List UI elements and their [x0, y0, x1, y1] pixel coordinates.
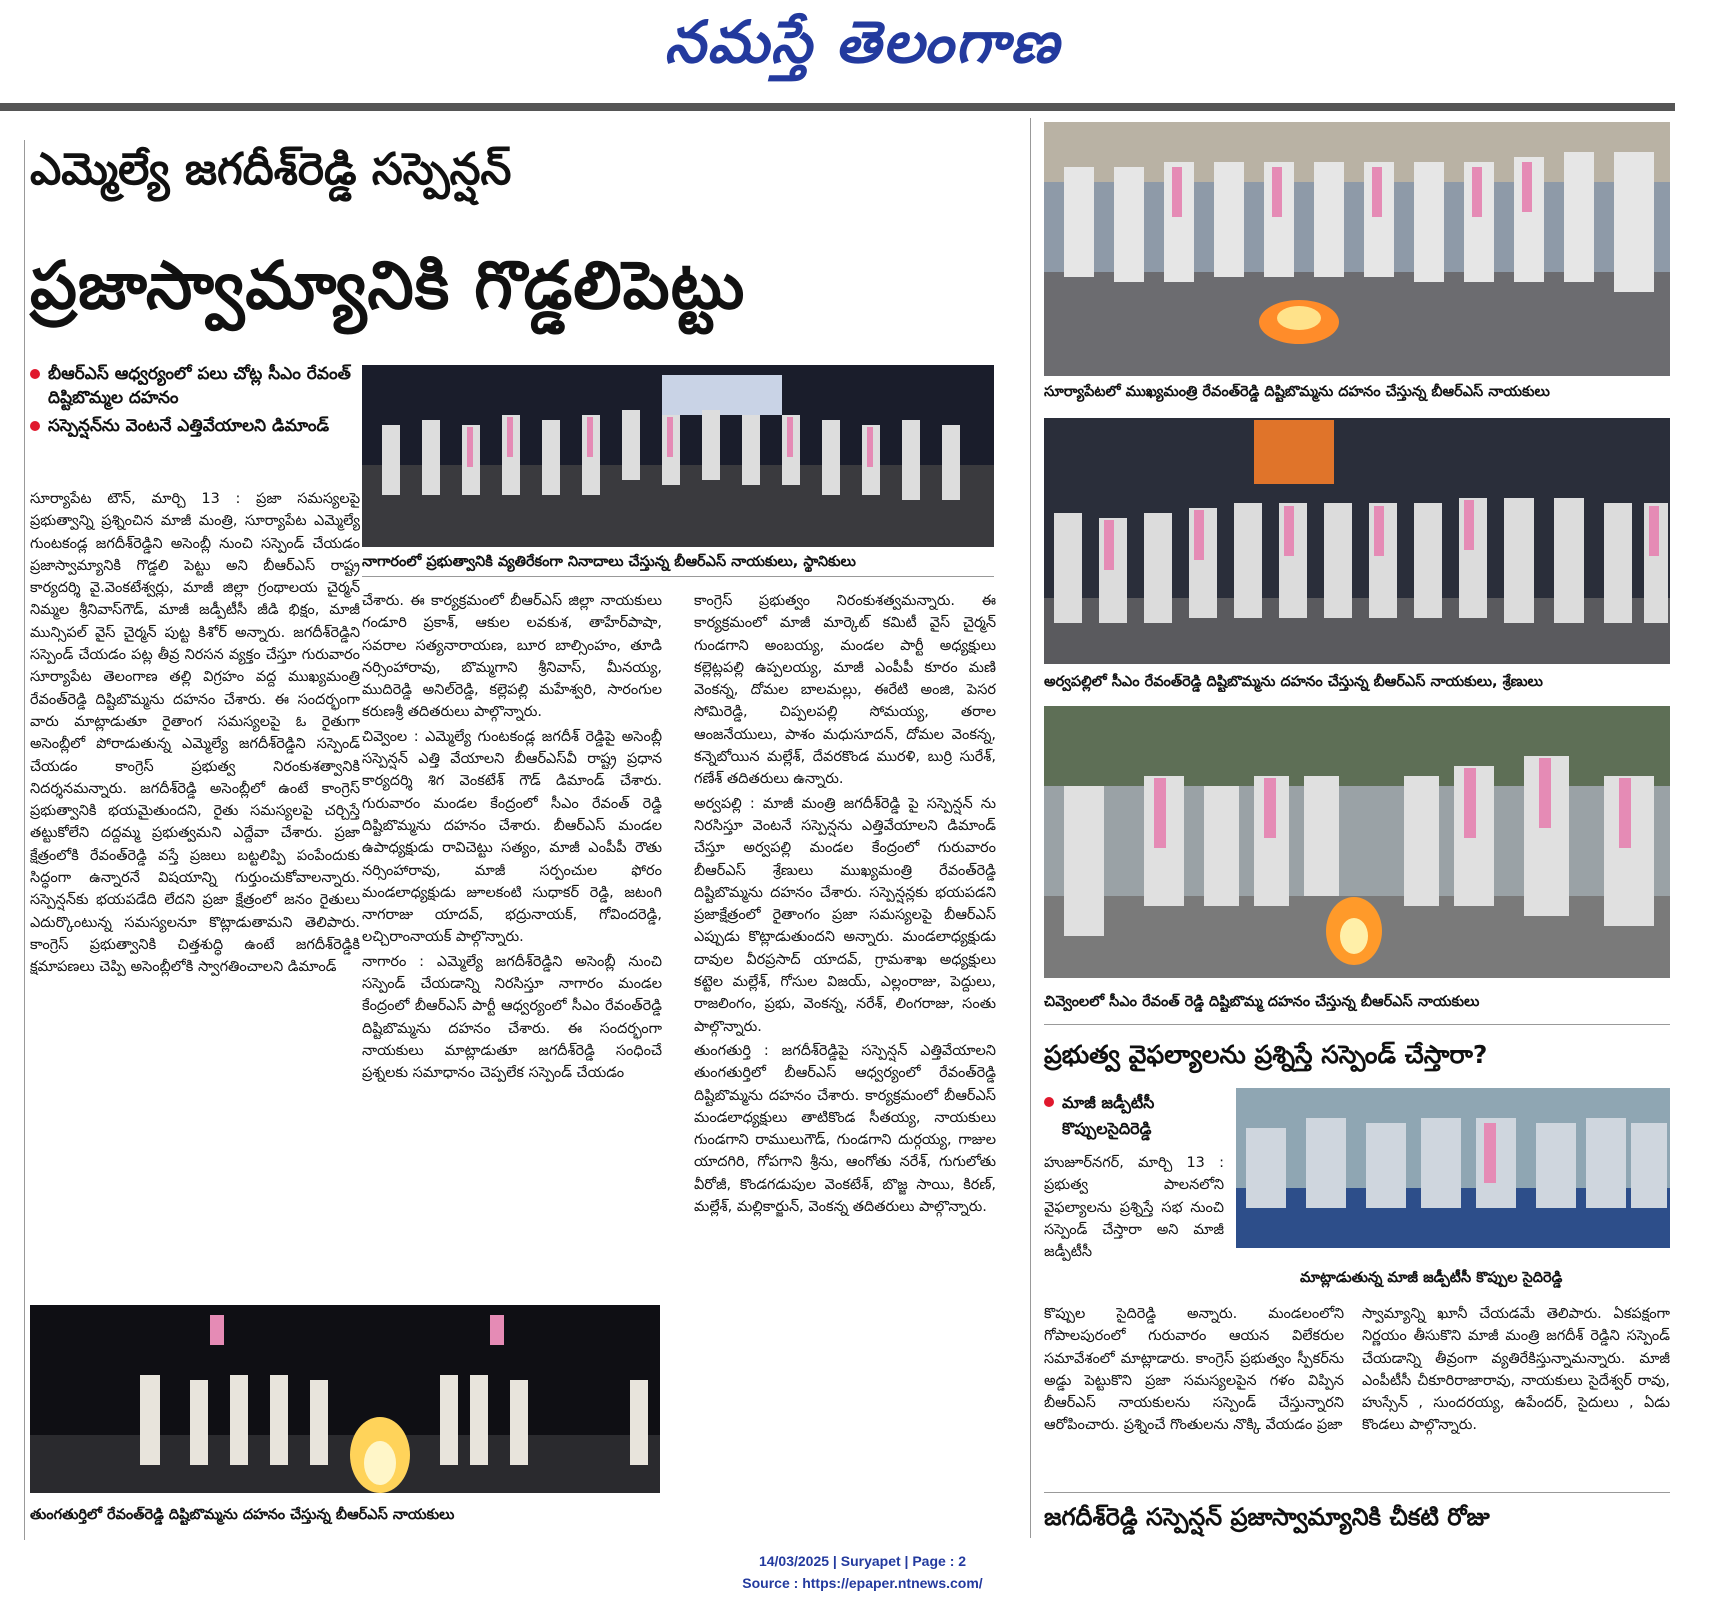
article-column-2: చేశారు. ఈ కార్యక్రమంలో బీఆర్‌ఎస్ జిల్లా నాయకులు గండూరి ప్రకాశ్, ఆకుల లవకుశ, తాహేర్‌పాషా, సవరాల సత్యనారాయణ, బూర బాల్సింహం, తూడి నర్సింహారావు, బొమ్మగాని శ్రీనివాస్, మీనయ్య, ముదిరెడ్డి అనిల్‌రెడ్డి, కల్లెపల్లి మహేశ్వరి, సారంగుల కరుణశ్రీ తదితరులు పాల్గొన్నారు. చివ్వెంల : ఎమ్మెల్యే గుంటకండ్ల జగదీశ్ రెడ్డిపై అసెంబ్లీ సస్పెన్షన్ ఎత్తి వేయాలని బీఆర్‌ఎస్‌వీ రాష్ట్ర ప్రధాన కార్యదర్శి శిగ వెంకటేశ్ గౌడ్ డిమాండ్ చేశారు. గురువారం మండల కేంద్రంలో సీఎం రేవంత్ రెడ్డి దిష్టిబొమ్మను దహనం చేశారు. బీఆర్‌ఎస్ మండల ఉపాధ్యక్షుడు రావిచెట్టు సత్యం, మాజీ ఎంపీపీ రౌతు నర్సింహారావు, మాజీ సర్పంచుల ఫోరం మండలాధ్యక్షుడు జూలకంటి సుధాకర్ రెడ్డి, జటంగి నాగరాజు యాదవ్, భద్రునాయక్, గోవిందరెడ్డి, లచ్చిరాంనాయక్ పాల్గొన్నారు. నాగారం : ఎమ్మెల్యే జగదీశ్‌రెడ్డిని అసెంబ్లీ నుంచి సస్పెండ్ చేయడాన్ని నిరసిస్తూ నాగారం మండల కేంద్రంలో బీఆర్‌ఎస్ పార్టీ ఆధ్వర్యంలో సీఎం రేవంత్‌రెడ్డి దిష్టిబొమ్మను దహనం చేశారు. ఈ సందర్భంగా నాయకులు మాట్లాడుతూ జగదీశ్‌రెడ్డి సంధించే ప్రశ్నలకు సమాధానం చెప్పలేక సస్పెండ్ చేయడం	[362, 593, 662, 1082]
footer-source: Source : https://epaper.ntnews.com/	[742, 1575, 983, 1591]
bullet-dot-icon	[1044, 1097, 1054, 1107]
photo-tungaturthi	[30, 1305, 660, 1493]
bullet-dot-icon	[30, 421, 40, 431]
article3-headline: జగదీశ్‌రెడ్డి సస్పెన్షన్ ప్రజాస్వామ్యానికి చీకటి రోజు	[1044, 1503, 1490, 1531]
article-headline: ప్రజాస్వామ్యానికి గొడ్డలిపెట్టు	[30, 247, 746, 324]
section-rule	[1044, 1024, 1670, 1025]
photo-suryapet	[1044, 122, 1670, 376]
footer-dateline: 14/03/2025 | Suryapet | Page : 2	[758, 1553, 967, 1569]
article2-column-a: కొప్పుల సైదిరెడ్డి అన్నారు. మండలంలోని గోపాలపురంలో గురువారం ఆయన విలేకరుల సమావేశంలో మాట్లాడారు. కాంగ్రెస్ ప్రభుత్వం స్పీకర్‌ను అడ్డు పెట్టుకొని ప్రజా సమస్యలపైన గళం విప్పిన బీఆర్‌ఎస్ నాయకులను సస్పెండ్ చేస్తున్నారని ఆరోపించారు. ప్రశ్నించే గొంతులను నొక్కి వేయడం ప్రజా	[1044, 1306, 1344, 1434]
masthead	[0, 0, 1725, 100]
bullet-item: బీఆర్‌ఎస్ ఆధ్వర్యంలో పలు చోట్ల సీఎం రేవంత్ దిష్టిబొమ్మల దహనం	[30, 362, 360, 410]
section-rule	[1044, 1492, 1670, 1493]
article2-intro: హుజూర్‌నగర్, మార్చి 13 : ప్రభుత్వ పాలనలోని వైఫల్యాలను ప్రశ్నిస్తే సభ నుంచి సస్పెండ్ చేస్తారా అని మాజీ జడ్పీటీసీ	[1044, 1155, 1224, 1261]
bullet-item: సస్పెన్షన్‌ను వెంటనే ఎత్తివేయాలని డిమాండ్	[30, 414, 360, 438]
article-column-3: కాంగ్రెస్ ప్రభుత్వం నిరంకుశత్వమన్నారు. ఈ కార్యక్రమంలో మాజీ మార్కెట్ కమిటీ వైస్ చైర్మన్ గుండగాని అంబయ్య, మండల పార్టీ అధ్యక్షులు కల్లెట్లపల్లి ఉప్పలయ్య, మాజీ ఎంపీపీ కూరం మణి వెంకన్న, దోమల బాలమల్లు, ఈరేటి అంజి, పెసర సోమిరెడ్డి, చిప్పలపల్లి సోమయ్య, తరాల ఆంజనేయులు, పాశం మధుసూదన్, దోమల వెంకన్న, కన్నెబోయిన మల్లేశ్, దేవరకొండ మురళి, బుర్రి సురేశ్, గణేశ్ తదితరులు ఉన్నారు. అర్వపల్లి : మాజీ మంత్రి జగదీశ్‌రెడ్డి పై సస్పెన్షన్ ను నిరసిస్తూ వెంటనే సస్పెన్షను ఎత్తివేయాలని డిమాండ్ చేస్తూ అర్వపల్లి మండల కేంద్రంలో గురువారం బీఆర్‌ఎస్ శ్రేణులు ముఖ్యమంత్రి రేవంత్‌రెడ్డి దిష్టిబొమ్మను దహనం చేశారు. సస్పెన్షన్లకు భయపడని ప్రజాక్షేత్రంలో రైతాంగం ప్రజా సమస్యలపై బీఆర్‌ఎస్ ఎప్పుడు కొట్లాడుతుందని అన్నారు. మండలాధ్యక్షుడు దావుల వీరప్రసాద్ యాదవ్, గ్రామశాఖ అధ్యక్షులు కట్టెల మల్లేశ్, గోసుల విజయ్, ఎల్లంరాజు, పెద్దులు, రాజలింగం, ప్రభు, వెంకన్న, నరేశ్, లింగరాజు, సంతు పాల్గొన్నారు. తుంగతుర్తి : జగదీశ్‌రెడ్డిపై సస్పెన్షన్ ఎత్తివేయాలని తుంగతుర్తిలో బీఆర్‌ఎస్ ఆధ్వర్యంలో రేవంత్‌రెడ్డి దిష్టిబొమ్మను దహనం చేశారు. కార్యక్రమంలో బీఆర్‌ఎస్ మండలాధ్యక్షులు తాటికొండ సీతయ్య, నాయకులు గుండగాని రాములుగౌడ్, గుండగాని దుర్గయ్య, గాజుల యాదగిరి, గోపగాని శ్రీను, ఆంగోతు నరేశ్, గుగులోతు వీరోజీ, కొండగడుపుల వెంకటేశ్, బొజ్జ సాయి, కిరణ్, మల్లేశ్, మల్లికార్జున్, వెంకన్న తదితరులు పాల్గొన్నారు.	[694, 593, 996, 1216]
article-kicker: ఎమ్మెల్యే జగదీశ్‌రెడ్డి సస్పెన్షన్	[30, 144, 512, 195]
photo-arvapalli	[1044, 418, 1670, 664]
caption-rule	[362, 576, 994, 577]
header-rule	[0, 103, 1675, 111]
left-margin-rule	[24, 140, 25, 1540]
photo-caption: అర్వపల్లిలో సీఎం రేవంత్‌రెడ్డి దిష్టిబొమ్మను దహనం చేస్తున్న బీఆర్‌ఎస్ నాయకులు, శ్రేణులు	[1044, 674, 1543, 690]
article2-headline: ప్రభుత్వ వైఫల్యాలను ప్రశ్నిస్తే సస్పెండ్ చేస్తారా?	[1044, 1040, 1488, 1069]
photo-chivvemla	[1044, 706, 1670, 978]
photo-caption: సూర్యాపేటలో ముఖ్యమంత్రి రేవంత్‌రెడ్డి దిష్టిబొమ్మను దహనం చేస్తున్న బీఆర్‌ఎస్ నాయకులు	[1044, 384, 1550, 400]
bullet-dot-icon	[30, 369, 40, 379]
photo-press-meet	[1236, 1088, 1670, 1248]
column-divider	[1030, 118, 1031, 1538]
photo-caption: తుంగతుర్తిలో రేవంత్‌రెడ్డి దిష్టిబొమ్మను దహనం చేస్తున్న బీఆర్‌ఎస్ నాయకులు	[30, 1507, 455, 1523]
article2-bullet: మాజీ జడ్పీటీసీ కొప్పులసైదిరెడ్డి	[1044, 1090, 1234, 1146]
photo-caption: నాగారంలో ప్రభుత్వానికి వ్యతిరేకంగా నినాదాలు చేస్తున్న బీఆర్‌ఎస్ నాయకులు, స్థానికులు	[362, 554, 856, 570]
photo-nagaram	[362, 365, 994, 547]
article2-column-b: స్వామ్యాన్ని ఖూనీ చేయడమే తెలిపారు. ఏకపక్షంగా నిర్ణయం తీసుకొని మాజీ మంత్రి జగదీశ్ రెడ్డిని సస్పెండ్ చేయడాన్ని తీవ్రంగా వ్యతిరేకిస్తున్నామన్నారు. మాజీ ఎంపీటీసీ చీకూరిరాజారావు, నాయకులు సైదేశ్వర్ రావు, హుస్సేన్ , సుందరయ్య, ఉపేందర్, సైదులు , ఏడు కొండలు పాల్గొన్నారు.	[1362, 1306, 1670, 1434]
newspaper-logo: నమస్తే తెలంగాణ	[664, 8, 1061, 76]
article-column-1: సూర్యాపేట టౌన్, మార్చి 13 : ప్రజా సమస్యలపై ప్రభుత్వాన్ని ప్రశ్నించిన మాజీ మంత్రి, సూర్యాపేట ఎమ్మెల్యే గుంటకండ్ల జగదీశ్‌రెడ్డిని అసెంబ్లీ నుంచి సస్పెండ్ చేయడం ప్రజాస్వామ్యానికి గొడ్డలి పెట్టు అని బీఆర్‌ఎస్ రాష్ట్ర కార్యదర్శి వై.వెంకటేశ్వర్లు, మాజీ జిల్లా గ్రంథాలయ చైర్మన్ నిమ్మల శ్రీనివాస్‌గౌడ్, మాజీ జడ్పీటీసీ జీడి భిక్షం, మాజీ మున్సిపల్ వైస్ చైర్మన్ పుట్ట కిశోర్ అన్నారు. జగదీశ్‌రెడ్డిని సస్పెండ్ చేయడం పట్ల తీవ్ర నిరసన వ్యక్తం చేస్తూ గురువారం సూర్యాపేట తెలంగాణ తల్లి విగ్రహం వద్ద ముఖ్యమంత్రి రేవంత్‌రెడ్డి దిష్టిబొమ్మను దహనం చేశారు. ఈ సందర్భంగా వారు మాట్లాడుతూ రైతాంగ సమస్యలపై ఓ రైతుగా అసెంబ్లీలో పోరాడుతున్న ఎమ్మెల్యే జగదీశ్‌రెడ్డిని సస్పెండ్ చేయడం కాంగ్రెస్ ప్రభుత్వ నిరంకుశత్వానికి నిదర్శనమన్నారు. జగదీశ్‌రెడ్డి అసెంబ్లీలో ఉంటే కాంగ్రెస్ ప్రభుత్వానికి భయమైతుందని, రైతు సమస్యలపై చర్చిస్తే తట్టుకోలేని దద్దమ్మ ప్రభుత్వమని ఎద్దేవా చేశారు. ప్రజా క్షేత్రంలోకి రేవంత్‌రెడ్డి వస్తే ప్రజలు బట్టలిప్పి పంపేందుకు సిద్ధంగా ఉన్నారనే విషయాన్ని గుర్తుంచుకోవాలన్నారు. సస్పెన్షన్‌కు భయపడేది లేదని ప్రజా క్షేత్రంలో జనం రైతులు ఎదుర్కొంటున్న సమస్యలనూ కొట్లాడుతామని తెలిపారు. కాంగ్రెస్ ప్రభుత్వానికి చిత్తశుద్ధి ఉంటే జగదీశ్‌రెడ్డికి క్షమాపణలు చెప్పి అసెంబ్లీలోకి స్వాగతించాలని డిమాండ్	[30, 491, 360, 976]
photo-caption: చివ్వెంలలో సీఎం రేవంత్ రెడ్డి దిష్టిబొమ్మ దహనం చేస్తున్న బీఆర్‌ఎస్ నాయకులు	[1044, 994, 1480, 1010]
photo-caption: మాట్లాడుతున్న మాజీ జడ్పీటీసీ కొప్పుల సైదిరెడ్డి	[1300, 1270, 1563, 1286]
highlight-bullets	[30, 362, 360, 442]
